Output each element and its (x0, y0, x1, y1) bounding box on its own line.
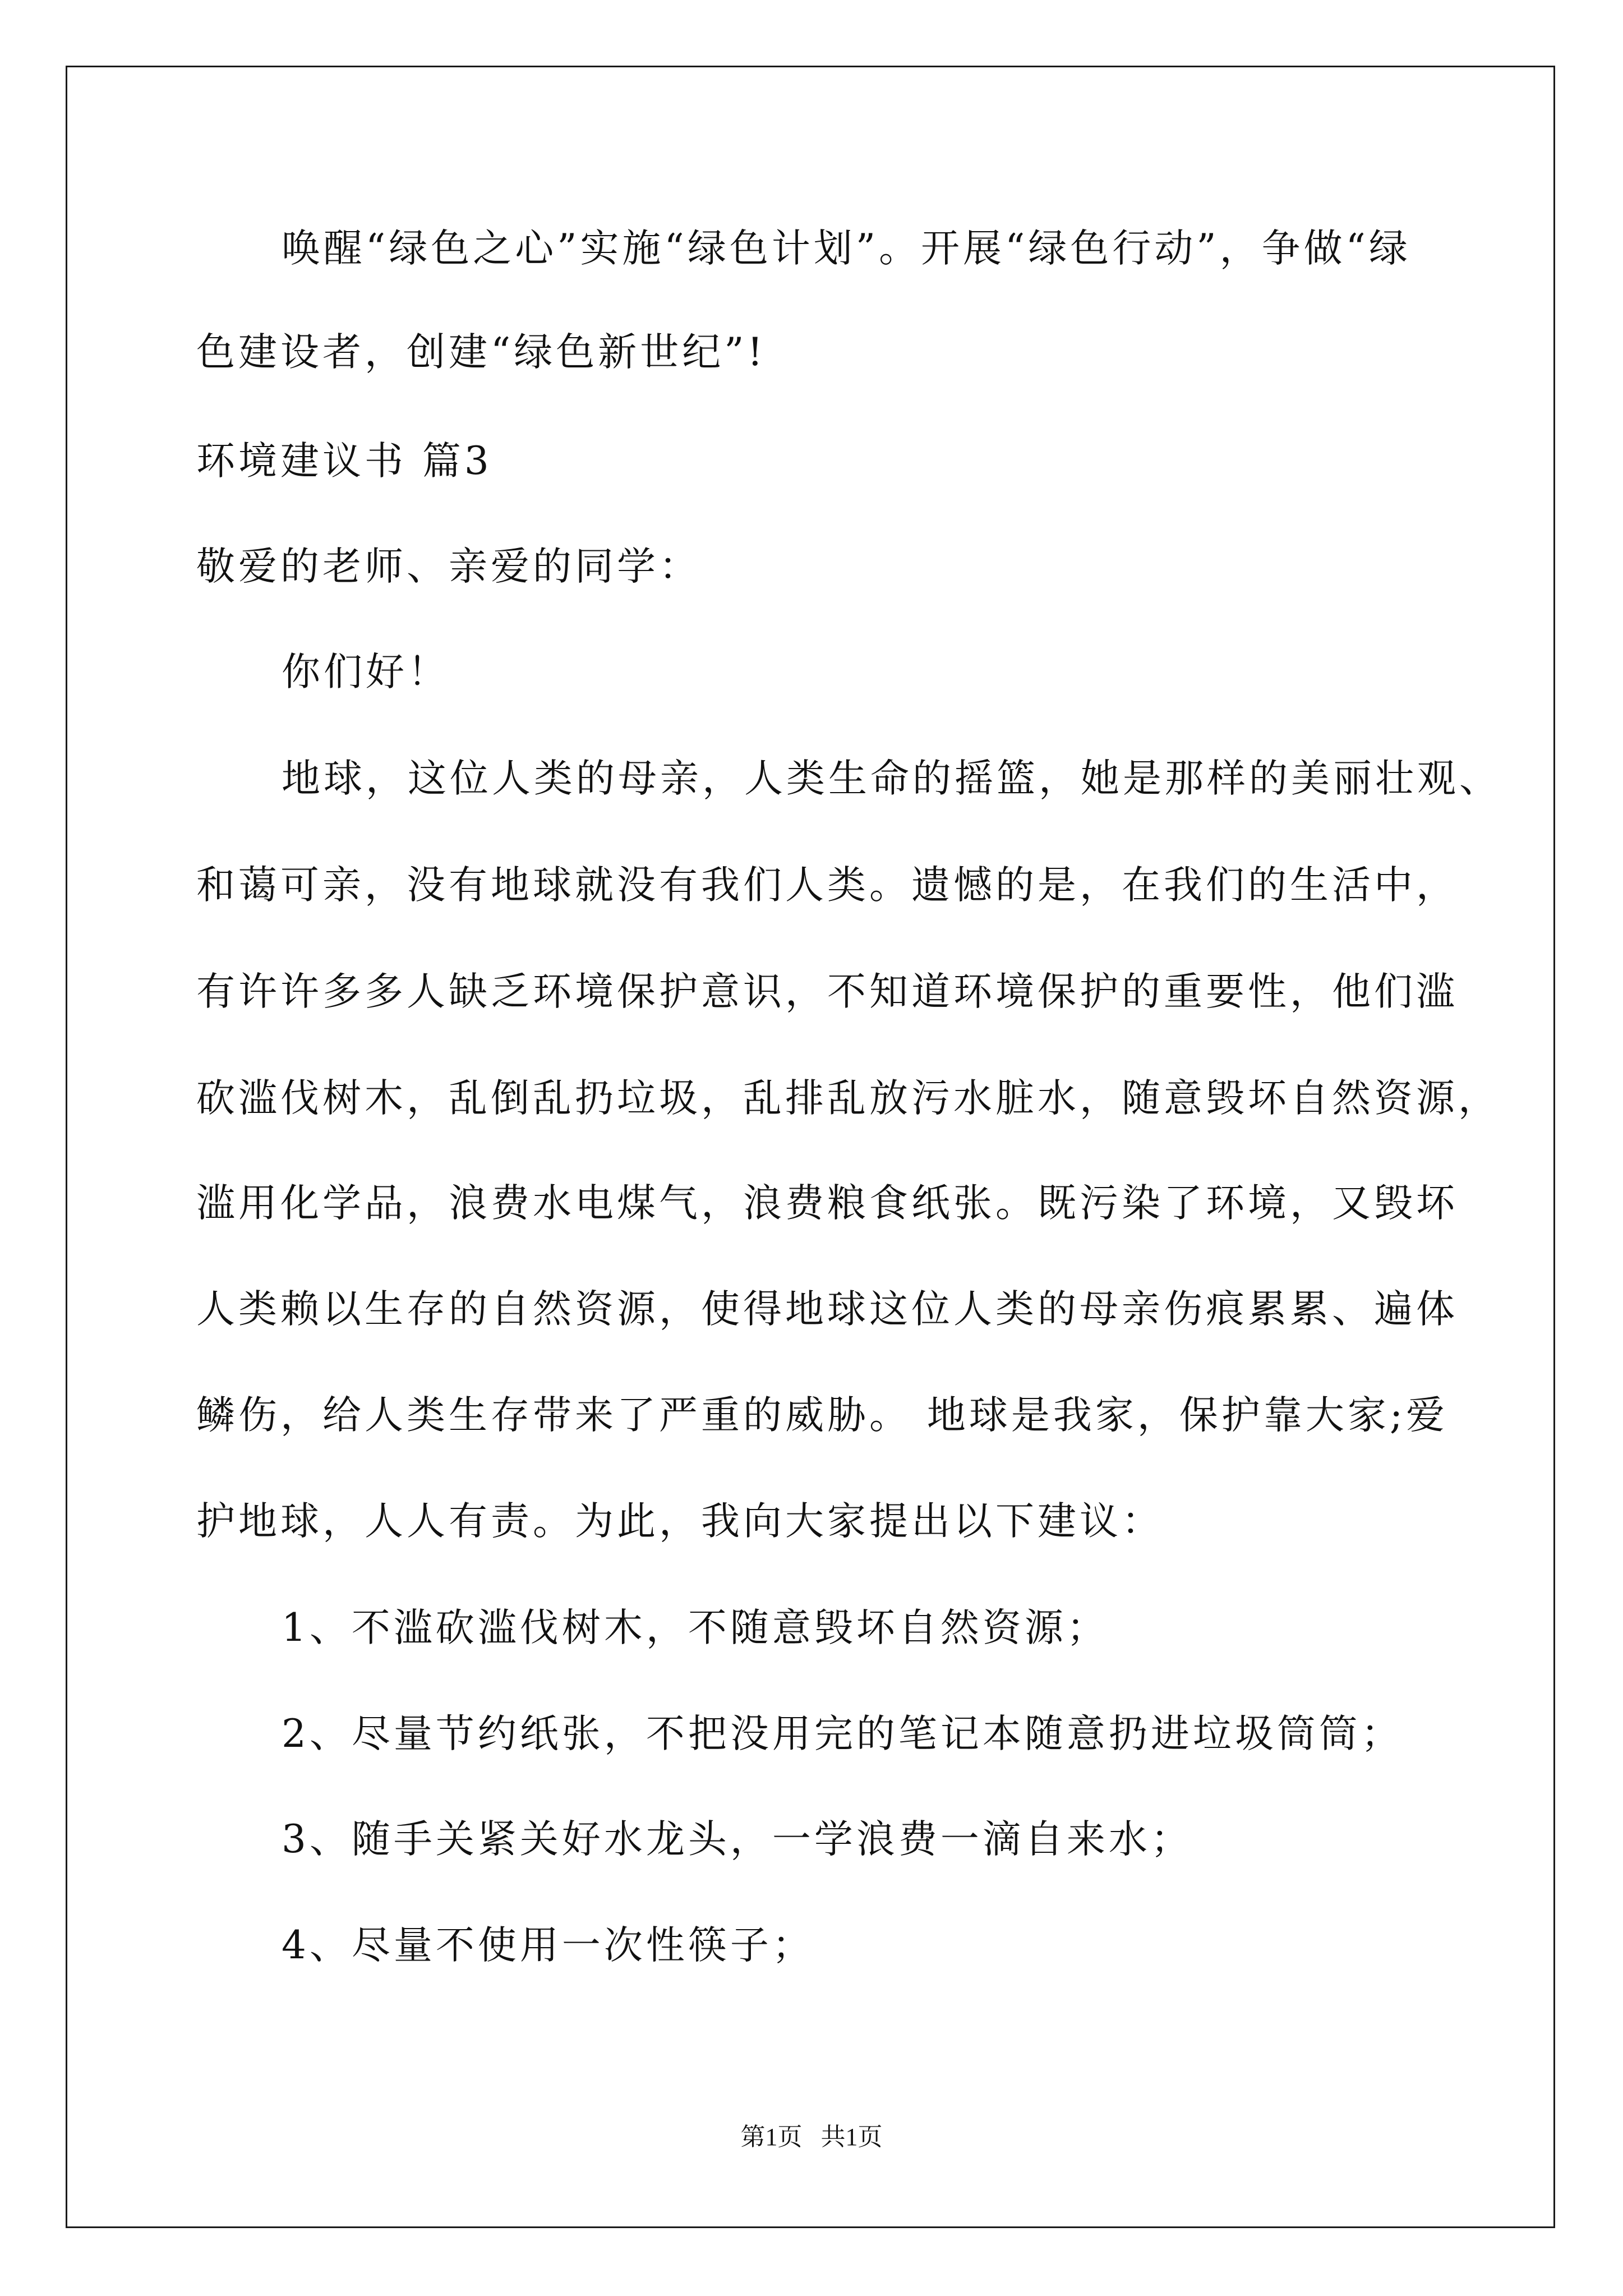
section-heading: 环境建议书 篇3 (196, 439, 492, 484)
list-item: 4、尽量不使用一次性筷子； (282, 1923, 814, 1968)
greeting: 你们好！ (282, 650, 450, 694)
paragraph-line: 人类赖以生存的自然资源，使得地球这位人类的母亲伤痕累累、遍体 (196, 1287, 1458, 1332)
footer-spacer (803, 2123, 821, 2151)
paragraph-line: 砍滥伐树木，乱倒乱扔垃圾，乱排乱放污水脏水，随意毁坏自然资源， (196, 1076, 1500, 1121)
paragraph-line: 唤醒“绿色之心”实施“绿色计划”。开展“绿色行动”，争做“绿 (282, 226, 1411, 271)
paragraph-line: 色建设者，创建“绿色新世纪”! (196, 330, 767, 375)
salutation: 敬爱的老师、亲爱的同学： (196, 544, 701, 589)
paragraph-line: 和蔼可亲，没有地球就没有我们人类。遗憾的是，在我们的生活中， (196, 863, 1458, 908)
page-number-current: 第1页 (740, 2123, 803, 2151)
page-frame (66, 66, 1555, 2228)
paragraph-line: 有许许多多人缺乏环境保护意识，不知道环境保护的重要性，他们滥 (196, 969, 1458, 1014)
page-number-total: 共1页 (820, 2123, 883, 2151)
paragraph-line: 护地球，人人有责。为此，我向大家提出以下建议： (196, 1499, 1164, 1544)
paragraph-line: 鳞伤，给人类生存带来了严重的威胁。 地球是我家，保护靠大家;爱 (196, 1393, 1449, 1438)
paragraph-line: 地球，这位人类的母亲，人类生命的摇篮，她是那样的美丽壮观、 (282, 756, 1501, 801)
page-footer (0, 2120, 1623, 2154)
list-item: 3、随手关紧关好水龙头，一学浪费一滴自来水； (282, 1817, 1193, 1862)
paragraph-line: 滥用化学品，浪费水电煤气，浪费粮食纸张。既污染了环境，又毁坏 (196, 1181, 1458, 1226)
list-item: 1、不滥砍滥伐树木，不随意毁坏自然资源； (282, 1605, 1109, 1650)
list-item: 2、尽量节约纸张，不把没用完的笔记本随意扔进垃圾筒筒； (282, 1711, 1403, 1756)
